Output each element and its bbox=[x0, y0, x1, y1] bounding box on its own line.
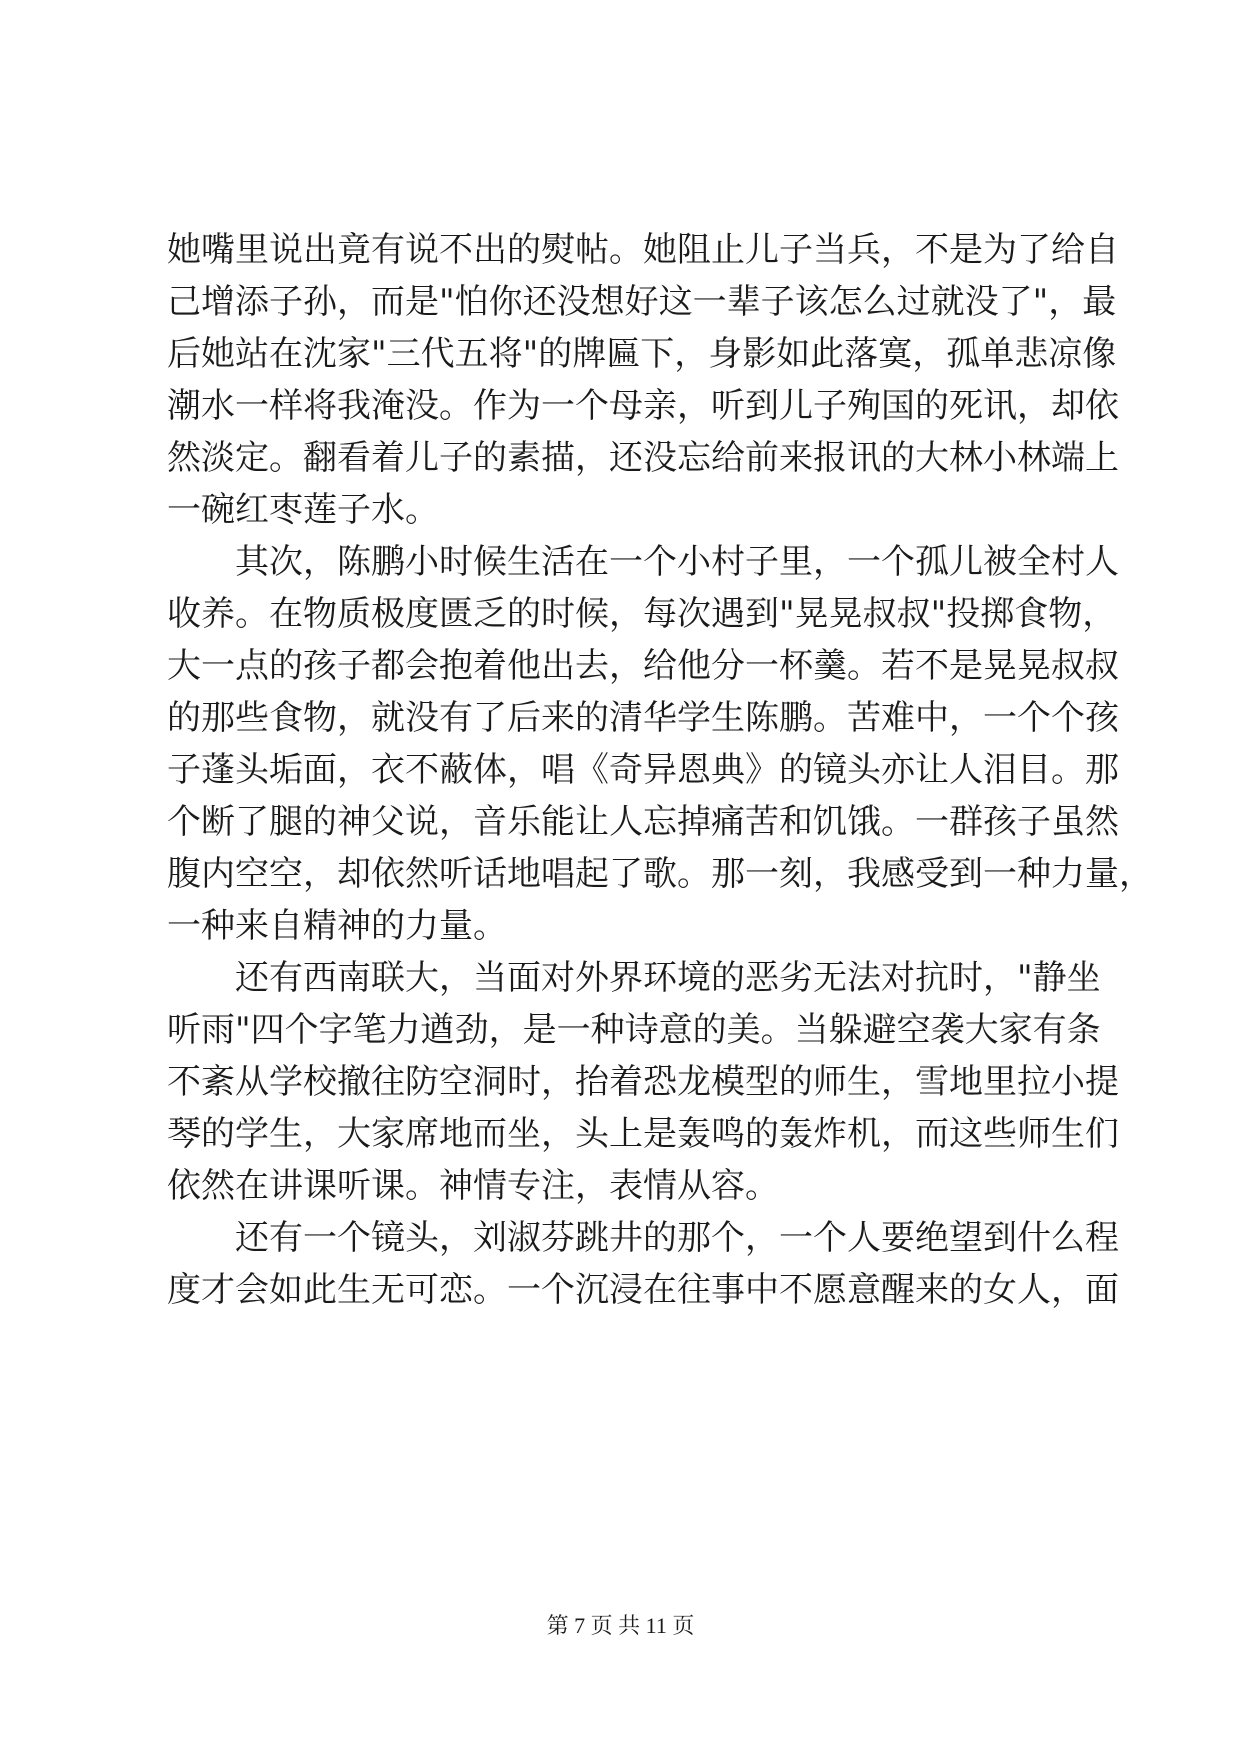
text-line: 大一点的孩子都会抱着他出去，给他分一杯羹。若不是晃晃叔叔 bbox=[167, 646, 1119, 686]
text-line: 腹内空空，却依然听话地唱起了歌。那一刻，我感受到一种力量， bbox=[167, 854, 1153, 894]
text-line: 然淡定。翻看着儿子的素描，还没忘给前来报讯的大林小林端上 bbox=[167, 438, 1119, 478]
text-line: 听雨"四个字笔力遒劲，是一种诗意的美。当躲避空袭大家有条 bbox=[167, 1010, 1101, 1050]
text-line: 个断了腿的神父说，音乐能让人忘掉痛苦和饥饿。一群孩子虽然 bbox=[167, 802, 1119, 842]
text-line: 她嘴里说出竟有说不出的熨帖。她阻止儿子当兵，不是为了给自 bbox=[167, 230, 1119, 270]
paragraph-first-line: 其次，陈鹏小时候生活在一个小村子里，一个孤儿被全村人 bbox=[235, 542, 1119, 582]
paragraph-first-line: 还有一个镜头，刘淑芬跳井的那个，一个人要绝望到什么程 bbox=[235, 1218, 1119, 1258]
text-line: 收养。在物质极度匮乏的时候，每次遇到"晃晃叔叔"投掷食物， bbox=[167, 594, 1117, 634]
text-line: 一碗红枣莲子水。 bbox=[167, 490, 439, 530]
text-line: 潮水一样将我淹没。作为一个母亲，听到儿子殉国的死讯，却依 bbox=[167, 386, 1119, 426]
text-line: 琴的学生，大家席地而坐，头上是轰鸣的轰炸机，而这些师生们 bbox=[167, 1114, 1119, 1154]
text-line: 一种来自精神的力量。 bbox=[167, 906, 507, 946]
text-line: 的那些食物，就没有了后来的清华学生陈鹏。苦难中，一个个孩 bbox=[167, 698, 1119, 738]
text-line: 依然在讲课听课。神情专注，表情从容。 bbox=[167, 1166, 779, 1206]
paragraph-first-line: 还有西南联大，当面对外界环境的恶劣无法对抗时，"静坐 bbox=[235, 958, 1101, 998]
text-line: 后她站在沈家"三代五将"的牌匾下，身影如此落寞，孤单悲凉像 bbox=[167, 334, 1117, 374]
text-line: 度才会如此生无可恋。一个沉浸在往事中不愿意醒来的女人，面 bbox=[167, 1270, 1119, 1310]
text-line: 子蓬头垢面，衣不蔽体，唱《奇异恩典》的镜头亦让人泪目。那 bbox=[167, 750, 1119, 790]
text-line: 己增添子孙，而是"怕你还没想好这一辈子该怎么过就没了"，最 bbox=[167, 282, 1117, 322]
text-line: 不紊从学校撤往防空洞时，抬着恐龙模型的师生，雪地里拉小提 bbox=[167, 1062, 1119, 1102]
page-number-footer: 第 7 页 共 11 页 bbox=[546, 1613, 695, 1638]
